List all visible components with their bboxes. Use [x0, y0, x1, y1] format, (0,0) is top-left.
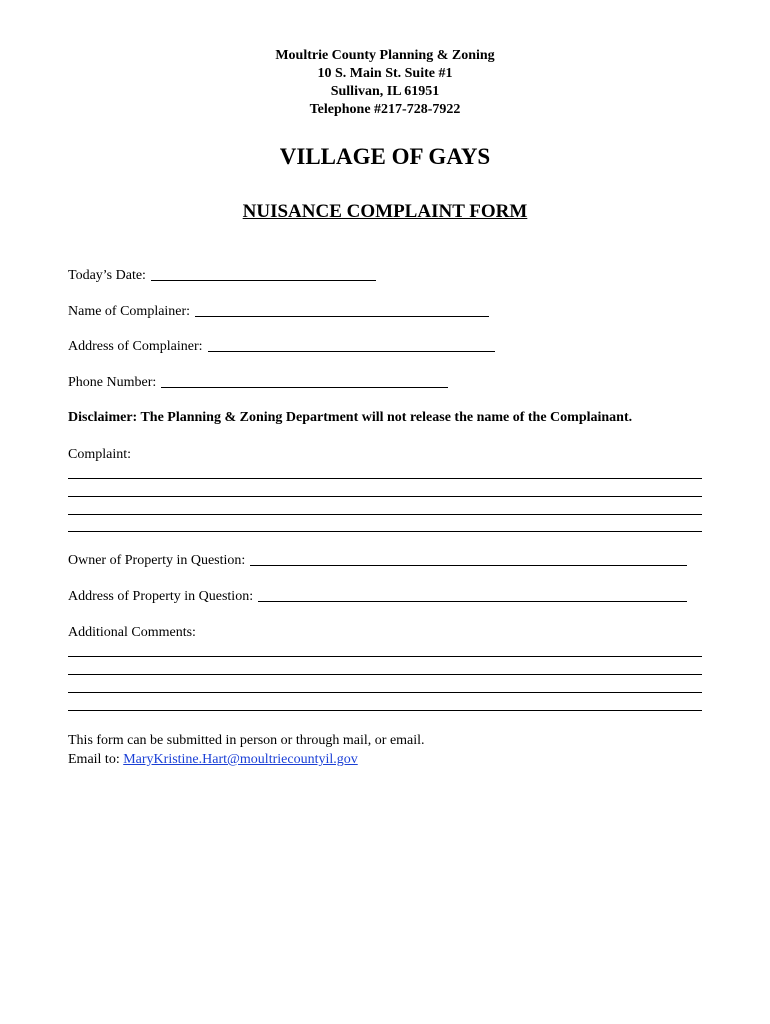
- office-telephone: Telephone #217-728-7922: [309, 102, 461, 117]
- footer-note: [68, 731, 425, 769]
- property-address-field: [68, 589, 687, 605]
- complaint-line[interactable]: [68, 514, 702, 515]
- complaint-label: Complaint:: [68, 447, 131, 462]
- complainer-address-line[interactable]: [208, 350, 495, 352]
- phone-number-line[interactable]: [161, 386, 448, 388]
- phone-number-field: [68, 375, 448, 391]
- property-owner-line[interactable]: [250, 564, 687, 566]
- email-line: [68, 750, 425, 769]
- complaint-line[interactable]: [68, 496, 702, 497]
- complainer-name-line[interactable]: [195, 315, 489, 317]
- office-name: Moultrie County Planning & Zoning: [275, 48, 495, 63]
- todays-date-line[interactable]: [151, 279, 376, 281]
- form-subtitle: NUISANCE COMPLAINT FORM: [242, 201, 528, 222]
- comments-line[interactable]: [68, 692, 702, 693]
- comments-line[interactable]: [68, 710, 702, 711]
- additional-comments-label: Additional Comments:: [68, 625, 196, 640]
- complaint-line[interactable]: [68, 531, 702, 532]
- letterhead: [0, 47, 770, 119]
- complainer-name-label: Name of Complainer:: [68, 304, 191, 319]
- complainer-address-field: [68, 339, 495, 355]
- office-street: 10 S. Main St. Suite #1: [317, 66, 453, 81]
- complainer-address-label: Address of Complainer:: [68, 339, 203, 354]
- phone-number-label: Phone Number:: [68, 375, 157, 390]
- property-owner-label: Owner of Property in Question:: [68, 553, 246, 568]
- comments-line[interactable]: [68, 656, 702, 657]
- complainer-name-field: [68, 304, 489, 320]
- comments-line[interactable]: [68, 674, 702, 675]
- todays-date-field: [68, 268, 376, 284]
- todays-date-label: Today’s Date:: [68, 268, 146, 283]
- email-prefix: Email to:: [68, 752, 124, 767]
- complaint-line[interactable]: [68, 478, 702, 479]
- office-city: Sullivan, IL 61951: [330, 84, 440, 99]
- property-address-label: Address of Property in Question:: [68, 589, 254, 604]
- disclaimer: Disclaimer: The Planning & Zoning Department will not release the name of the Complainant.: [68, 410, 633, 425]
- property-address-line[interactable]: [258, 600, 687, 602]
- page-title: VILLAGE OF GAYS: [279, 144, 491, 169]
- email-link[interactable]: MaryKristine.Hart@moultriecountyil.gov: [123, 752, 358, 767]
- submission-note: This form can be submitted in person or through mail, or email.: [68, 733, 425, 748]
- property-owner-field: [68, 553, 687, 569]
